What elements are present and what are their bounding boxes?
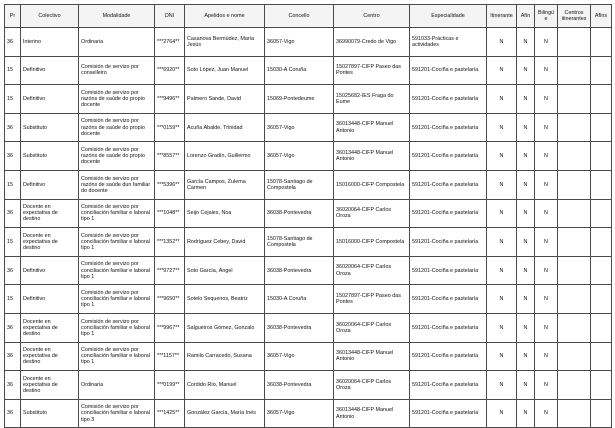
table-row: [5, 56, 612, 85]
table-row: [5, 313, 612, 342]
cell-concello: 15078-Santiago de Compostela: [265, 228, 334, 257]
cell-dni: ***1352**: [155, 228, 185, 257]
cell-apelidos-nome: Rodríguez Cebey, David: [185, 228, 265, 257]
cell-itinerante: N: [487, 199, 517, 228]
col-header-concello: Concello: [265, 5, 334, 28]
col-header-bilingue: Bilingüe: [535, 5, 558, 28]
table-row: [5, 113, 612, 142]
cell-itinerante: N: [487, 85, 517, 114]
cell-afin: N: [517, 256, 535, 285]
cell-colectivo: Definitivo: [21, 170, 79, 199]
cell-centro: 36020064-CIFP Carlos Oroza: [334, 313, 410, 342]
cell-centro: 15027897-CIFP Paseo das Pontes: [334, 56, 410, 85]
cell-apelidos-nome: Palmero Sande, David: [185, 85, 265, 114]
cell-especialidade: 591201-Cociña e pastelaría: [410, 342, 487, 371]
col-header-itinerante: Itinerante: [487, 5, 517, 28]
cell-bilingue: N: [535, 199, 558, 228]
table-row: [5, 399, 612, 428]
cell-apelidos-nome: Acuña Abalde, Trinidad: [185, 113, 265, 142]
cell-pr: 15: [5, 228, 21, 257]
cell-apelidos-nome: Soto García, Ángel: [185, 256, 265, 285]
cell-apelidos-nome: Cordido Río, Manuel: [185, 371, 265, 400]
cell-pr: 15: [5, 170, 21, 199]
cell-afins: [591, 170, 612, 199]
cell-especialidade: 591201-Cociña e pastelaría: [410, 399, 487, 428]
cell-itinerante: N: [487, 285, 517, 314]
cell-colectivo: Interino: [21, 28, 79, 57]
cell-afin: N: [517, 285, 535, 314]
cell-concello: 36057-Vigo: [265, 142, 334, 171]
cell-modalidade: Comisión de servizo por conselleiro: [79, 56, 155, 85]
table-row: [5, 256, 612, 285]
cell-dni: ***0159**: [155, 113, 185, 142]
cell-dni: ***2764**: [155, 28, 185, 57]
cell-apelidos-nome: García Campos, Zulema Carmen: [185, 170, 265, 199]
cell-afins: [591, 113, 612, 142]
cell-especialidade: 591201-Cociña e pastelaría: [410, 256, 487, 285]
cell-bilingue: N: [535, 28, 558, 57]
table-row: [5, 371, 612, 400]
col-header-dni: DNI: [155, 5, 185, 28]
cell-centros-itinerantes: [558, 142, 591, 171]
cell-afins: [591, 285, 612, 314]
cell-bilingue: N: [535, 285, 558, 314]
cell-dni: ***5396**: [155, 170, 185, 199]
cell-bilingue: N: [535, 142, 558, 171]
cell-centros-itinerantes: [558, 342, 591, 371]
cell-especialidade: 591201-Cociña e pastelaría: [410, 56, 487, 85]
cell-afins: [591, 56, 612, 85]
cell-especialidade: 591201-Cociña e pastelaría: [410, 199, 487, 228]
cell-centros-itinerantes: [558, 170, 591, 199]
cell-itinerante: N: [487, 399, 517, 428]
cell-especialidade: 591201-Cociña e pastelaría: [410, 228, 487, 257]
cell-colectivo: Substituto: [21, 399, 79, 428]
cell-centro: 15016000-CIFP Compostela: [334, 228, 410, 257]
cell-pr: 36: [5, 142, 21, 171]
cell-bilingue: N: [535, 56, 558, 85]
cell-itinerante: N: [487, 313, 517, 342]
cell-centro: 36020064-CIFP Carlos Oroza: [334, 371, 410, 400]
cell-modalidade: Comisión de servizo por conciliación familiar e laboral tipo 1: [79, 199, 155, 228]
cell-pr: 15: [5, 285, 21, 314]
cell-centros-itinerantes: [558, 371, 591, 400]
cell-modalidade: Ordinaria: [79, 371, 155, 400]
cell-concello: 15030-A Coruña: [265, 56, 334, 85]
assignments-table: [4, 4, 612, 428]
cell-afin: N: [517, 371, 535, 400]
cell-colectivo: Docente en expectativa de destino: [21, 342, 79, 371]
cell-itinerante: N: [487, 142, 517, 171]
table-row: [5, 85, 612, 114]
cell-centro: 15016000-CIFP Compostela: [334, 170, 410, 199]
cell-modalidade: Comisión de servizo por conciliación familiar e laboral tipo 1: [79, 313, 155, 342]
cell-concello: 36038-Pontevedra: [265, 371, 334, 400]
cell-centro: 36013448-CIFP Manuel Antonio: [334, 342, 410, 371]
cell-modalidade: Comisión de servizo por conciliación familiar e laboral tipo 1: [79, 228, 155, 257]
col-header-colectivo: Colectivo: [21, 5, 79, 28]
cell-especialidade: 591201-Cociña e pastelaría: [410, 170, 487, 199]
cell-apelidos-nome: Casanova Bermúdez, María Jesús: [185, 28, 265, 57]
cell-centro: 15027897-CIFP Paseo das Pontes: [334, 285, 410, 314]
cell-dni: ***1157**: [155, 342, 185, 371]
cell-pr: 36: [5, 28, 21, 57]
cell-concello: 15078-Santiago de Compostela: [265, 170, 334, 199]
cell-dni: ***1425**: [155, 399, 185, 428]
cell-colectivo: Substituto: [21, 142, 79, 171]
cell-especialidade: 591201-Cociña e pastelaría: [410, 85, 487, 114]
cell-afins: [591, 85, 612, 114]
cell-modalidade: Comisión de servizo por razóns de saúde do propio docente: [79, 85, 155, 114]
cell-bilingue: N: [535, 371, 558, 400]
cell-apelidos-nome: Soto López, Juan Manuel: [185, 56, 265, 85]
cell-modalidade: Comisión de servizo por razóns de saúde do propio docente: [79, 142, 155, 171]
cell-pr: 36: [5, 342, 21, 371]
cell-centro: 36990079-Credo de Vigo: [334, 28, 410, 57]
cell-centro: 36013448-CIFP Manuel Antonio: [334, 142, 410, 171]
cell-apelidos-nome: Sotelo Sequeiros, Beatriz: [185, 285, 265, 314]
cell-centros-itinerantes: [558, 399, 591, 428]
cell-especialidade: 591201-Cociña e pastelaría: [410, 142, 487, 171]
document-sheet: [4, 4, 612, 428]
cell-especialidade: 591201-Cociña e pastelaría: [410, 113, 487, 142]
table-body: [5, 28, 612, 428]
col-header-afins: Afíns: [591, 5, 612, 28]
cell-pr: 36: [5, 371, 21, 400]
cell-especialidade: 591201-Cociña e pastelaría: [410, 285, 487, 314]
cell-afin: N: [517, 342, 535, 371]
table-row: [5, 342, 612, 371]
cell-dni: ***9650**: [155, 285, 185, 314]
cell-colectivo: Definitivo: [21, 285, 79, 314]
cell-centros-itinerantes: [558, 285, 591, 314]
cell-itinerante: N: [487, 228, 517, 257]
cell-centros-itinerantes: [558, 113, 591, 142]
cell-modalidade: Ordinaria: [79, 28, 155, 57]
cell-concello: 36038-Pontevedra: [265, 256, 334, 285]
cell-itinerante: N: [487, 170, 517, 199]
cell-itinerante: N: [487, 256, 517, 285]
cell-colectivo: Docente en expectativa de destino: [21, 313, 79, 342]
cell-afins: [591, 228, 612, 257]
cell-afin: N: [517, 28, 535, 57]
cell-afin: N: [517, 142, 535, 171]
table-row: [5, 228, 612, 257]
cell-centro: 36013448-CIFP Manuel Antonio: [334, 399, 410, 428]
cell-bilingue: N: [535, 399, 558, 428]
cell-modalidade: Comisión de servizo por conciliación familiar e laboral tipo 1: [79, 342, 155, 371]
cell-pr: 36: [5, 199, 21, 228]
table-row: [5, 199, 612, 228]
cell-afins: [591, 371, 612, 400]
cell-afin: N: [517, 113, 535, 142]
cell-afin: N: [517, 399, 535, 428]
cell-bilingue: N: [535, 313, 558, 342]
cell-itinerante: N: [487, 342, 517, 371]
col-header-apelidos-nome: Apelidos e nome: [185, 5, 265, 28]
cell-centros-itinerantes: [558, 85, 591, 114]
cell-dni: ***1048**: [155, 199, 185, 228]
cell-afin: N: [517, 85, 535, 114]
cell-especialidade: 591033-Prácticas e actividades: [410, 28, 487, 57]
col-header-modalidade: Modalidade: [79, 5, 155, 28]
cell-afin: N: [517, 199, 535, 228]
cell-concello: 15030-A Coruña: [265, 285, 334, 314]
cell-afin: N: [517, 170, 535, 199]
cell-centro: 36020064-CIFP Carlos Oroza: [334, 256, 410, 285]
cell-apelidos-nome: Salgueiros Gómez, Gonzalo: [185, 313, 265, 342]
cell-pr: 36: [5, 113, 21, 142]
cell-colectivo: Definitivo: [21, 56, 79, 85]
cell-especialidade: 591201-Cociña e pastelaría: [410, 313, 487, 342]
cell-apelidos-nome: González García, María Inés: [185, 399, 265, 428]
cell-concello: 36057-Vigo: [265, 113, 334, 142]
cell-concello: 15069-Pontedeume: [265, 85, 334, 114]
table-row: [5, 28, 612, 57]
cell-afin: N: [517, 228, 535, 257]
cell-colectivo: Docente en expectativa de destino: [21, 371, 79, 400]
cell-centro: 36020064-CIFP Carlos Oroza: [334, 199, 410, 228]
cell-afins: [591, 199, 612, 228]
cell-bilingue: N: [535, 228, 558, 257]
cell-afins: [591, 313, 612, 342]
col-header-centros-itinerantes: Centros itinerantes: [558, 5, 591, 28]
cell-colectivo: Docente en expectativa de destino: [21, 199, 79, 228]
cell-afins: [591, 256, 612, 285]
cell-itinerante: N: [487, 56, 517, 85]
header-row: [5, 5, 612, 28]
cell-pr: 36: [5, 313, 21, 342]
cell-centro: 36013448-CIFP Manuel Antonio: [334, 113, 410, 142]
cell-concello: 36057-Vigo: [265, 28, 334, 57]
cell-concello: 36057-Vigo: [265, 342, 334, 371]
cell-pr: 36: [5, 256, 21, 285]
cell-pr: 36: [5, 399, 21, 428]
cell-dni: ***6920**: [155, 56, 185, 85]
cell-colectivo: Definitivo: [21, 85, 79, 114]
cell-itinerante: N: [487, 28, 517, 57]
table-row: [5, 285, 612, 314]
cell-colectivo: Docente en expectativa de destino: [21, 228, 79, 257]
cell-bilingue: N: [535, 113, 558, 142]
cell-apelidos-nome: Seijo Cejales, Noa: [185, 199, 265, 228]
cell-concello: 36038-Pontevedra: [265, 199, 334, 228]
cell-dni: ***9496**: [155, 85, 185, 114]
cell-afins: [591, 142, 612, 171]
cell-pr: 15: [5, 85, 21, 114]
col-header-especialidade: Especialidade: [410, 5, 487, 28]
cell-modalidade: Comisión de servizo por conciliación familiar e laboral tipo 1: [79, 285, 155, 314]
cell-bilingue: N: [535, 342, 558, 371]
cell-colectivo: Definitivo: [21, 256, 79, 285]
cell-modalidade: Comisión de servizo por razóns de saúde dun familiar do docente: [79, 170, 155, 199]
cell-dni: ***0199**: [155, 371, 185, 400]
cell-modalidade: Comisión de servizo por conciliación familiar e laboral tipo 1: [79, 256, 155, 285]
col-header-pr: Pr: [5, 5, 21, 28]
cell-apelidos-nome: Ramilo Carracedo, Susana: [185, 342, 265, 371]
cell-bilingue: N: [535, 85, 558, 114]
col-header-centro: Centro: [334, 5, 410, 28]
cell-afins: [591, 28, 612, 57]
table-row: [5, 142, 612, 171]
cell-bilingue: N: [535, 170, 558, 199]
cell-centros-itinerantes: [558, 28, 591, 57]
cell-dni: ***9967**: [155, 313, 185, 342]
cell-centros-itinerantes: [558, 228, 591, 257]
cell-centros-itinerantes: [558, 56, 591, 85]
cell-concello: 36057-Vigo: [265, 399, 334, 428]
cell-afin: N: [517, 313, 535, 342]
cell-centros-itinerantes: [558, 256, 591, 285]
cell-especialidade: 591201-Cociña e pastelaría: [410, 371, 487, 400]
col-header-afin: Afín: [517, 5, 535, 28]
cell-dni: ***9727**: [155, 256, 185, 285]
cell-itinerante: N: [487, 113, 517, 142]
cell-concello: 36038-Pontevedra: [265, 313, 334, 342]
cell-colectivo: Substituto: [21, 113, 79, 142]
cell-afins: [591, 399, 612, 428]
cell-apelidos-nome: Lorenzo Gradín, Guillermo: [185, 142, 265, 171]
cell-afins: [591, 342, 612, 371]
table-row: [5, 170, 612, 199]
cell-modalidade: Comisión de servizo por razóns de saúde do propio docente: [79, 113, 155, 142]
cell-centros-itinerantes: [558, 313, 591, 342]
cell-modalidade: Comisión de servizo por conciliación familiar e laboral tipo 3: [79, 399, 155, 428]
cell-centro: 15025682-IES Fraga do Eume: [334, 85, 410, 114]
cell-afin: N: [517, 56, 535, 85]
cell-centros-itinerantes: [558, 199, 591, 228]
cell-dni: ***8557**: [155, 142, 185, 171]
cell-itinerante: N: [487, 371, 517, 400]
cell-pr: 15: [5, 56, 21, 85]
cell-bilingue: N: [535, 256, 558, 285]
